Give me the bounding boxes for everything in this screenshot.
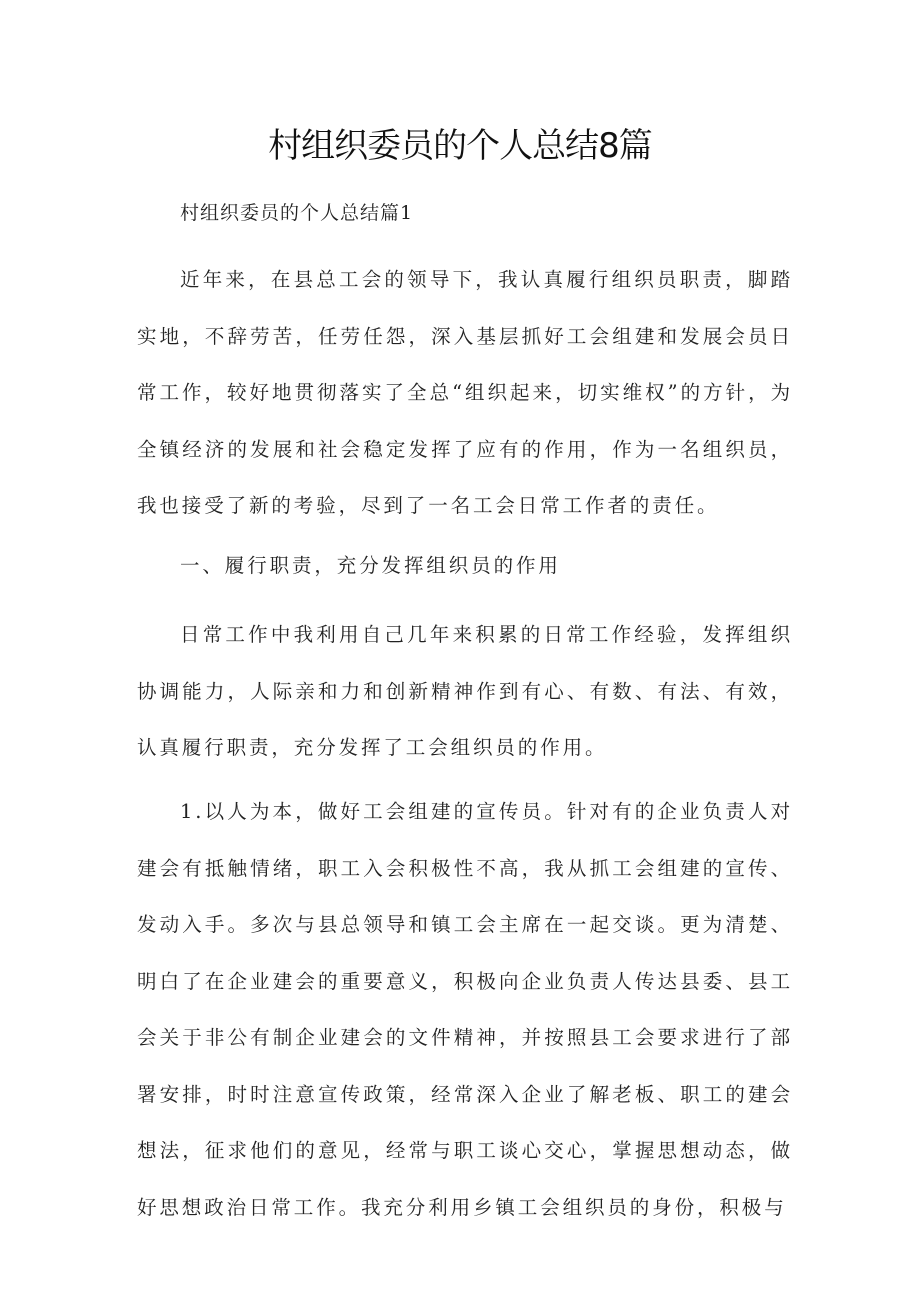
paragraph-item-1: 1.以人为本，做好工会组建的宣传员。针对有的企业负责人对建会有抵触情绪，职工入会积极性不高，我从抓工会组建的宣传、发动入手。多次与县总领导和镇工会主席在一起交谈。更为清楚、明白了在企业建会的重要意义，积极向企业负责人传达县委、县工会关于非公有制企业建会的文件精神，并按照县工会要求进行了部署安排，时时注意宣传政策，经常深入企业了解老板、职工的建会想法，征求他们的意见，经常与职工谈心交心，掌握思想动态，做好思想政治日常工作。我充分利用乡镇工会组织员的身份，积极与 [137, 800, 793, 1219]
paragraph-duties: 日常工作中我利用自己几年来积累的日常工作经验，发挥组织协调能力，人际亲和力和创新精神作到有心、有数、有法、有效，认真履行职责，充分发挥了工会组织员的作用。 [137, 623, 793, 759]
document-subtitle: 村组织委员的个人总结篇1 [180, 202, 414, 224]
document-title: 村组织委员的个人总结8篇 [268, 126, 652, 166]
section-heading: 一、履行职责，充分发挥组织员的作用 [180, 554, 561, 577]
paragraph-intro: 近年来，在县总工会的领导下，我认真履行组织员职责，脚踏实地，不辞劳苦，任劳任怨，深入基层抓好工会组建和发展会员日常工作，较好地贯彻落实了全总“组织起来，切实维权”的方针，为全镇经济的发展和社会稳定发挥了应有的作用，作为一名组织员，我也接受了新的考验，尽到了一名工会日常工作者的责任。 [137, 268, 793, 517]
